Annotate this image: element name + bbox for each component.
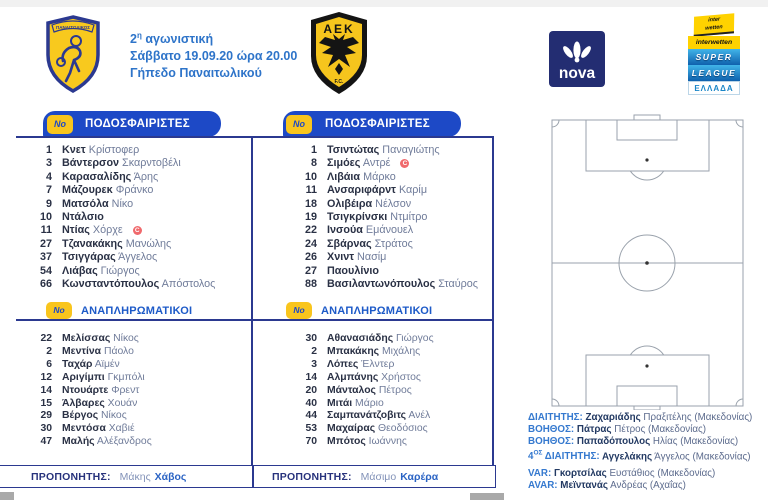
player-name: Καρασαλίδης Άρης xyxy=(62,170,159,183)
home-starters-list xyxy=(28,144,243,291)
interwetten-flag-icon: inter wetten xyxy=(688,12,740,36)
player-number: 15 xyxy=(40,397,52,409)
player-row xyxy=(28,410,243,423)
player-row xyxy=(28,385,243,398)
match-officials xyxy=(528,412,768,492)
official-row xyxy=(528,480,768,492)
official-last-name: Γκορτσίλας xyxy=(551,468,607,480)
player-name: Ταχάρ Αϊμέν xyxy=(62,358,120,370)
coach-label: ΠΡΟΠΟΝΗΤΗΣ: xyxy=(31,470,111,483)
match-datetime: Σάββατο 19.09.20 ώρα 20.00 xyxy=(130,49,298,64)
coach-last-name: Χάβος xyxy=(154,470,187,483)
player-name: Μιτάι Μάριο xyxy=(327,397,384,409)
player-row xyxy=(293,211,493,224)
player-number: 10 xyxy=(304,170,317,183)
player-number: 7 xyxy=(45,184,52,197)
official-role-label: ΔΙΑΙΤΗΤΗΣ: xyxy=(528,412,583,423)
player-number: 14 xyxy=(305,371,317,383)
away-coach-box xyxy=(253,465,496,488)
official-row xyxy=(528,424,768,436)
player-name: Αριγίμπι Γκμπόλι xyxy=(62,371,145,383)
player-number: 1 xyxy=(45,144,52,156)
player-name: Σαμπανάτζοβιτς Ανέλ xyxy=(327,410,431,422)
divider xyxy=(16,319,253,321)
bottom-right-ui-artifact xyxy=(470,493,504,500)
player-row xyxy=(293,251,493,264)
player-number: 9 xyxy=(45,197,52,210)
player-number: 18 xyxy=(304,197,317,210)
player-row xyxy=(293,224,493,237)
player-number: 29 xyxy=(40,410,52,422)
player-number: 19 xyxy=(304,211,317,224)
player-number: 22 xyxy=(304,224,317,237)
player-number: 2 xyxy=(311,345,317,357)
player-number: 11 xyxy=(40,224,52,237)
player-name: Ντίας Χόρχε C xyxy=(62,224,142,237)
player-name: Ινσούα Εμάνουελ xyxy=(327,224,414,237)
captain-badge: C xyxy=(133,226,142,235)
player-number: 70 xyxy=(305,436,317,448)
divider xyxy=(16,136,253,138)
player-name: Μαχαίρας Θεοδόσιος xyxy=(327,423,428,435)
player-row xyxy=(28,224,243,237)
player-number: 88 xyxy=(304,278,317,291)
player-row xyxy=(293,359,493,372)
pitch-diagram xyxy=(550,112,748,415)
player-name: Ανσαριφάρντ Καρίμ xyxy=(327,184,428,197)
superleague-league-text: LEAGUE xyxy=(688,65,740,81)
home-lineup-column xyxy=(0,0,253,500)
player-number: 37 xyxy=(39,251,52,264)
coach-first-name: Μάσιμο xyxy=(360,470,397,483)
player-row xyxy=(293,144,493,157)
player-number: 27 xyxy=(304,264,317,277)
official-last-name: Παπαδόπουλος xyxy=(574,436,651,447)
player-number: 54 xyxy=(39,264,52,277)
player-name: Κωνσταντόπουλος Απόστολος xyxy=(62,278,216,291)
official-association: (Μακεδονίας) xyxy=(645,424,707,435)
coach-last-name: Καρέρα xyxy=(400,470,439,483)
player-number: 40 xyxy=(305,397,317,409)
away-starters-no-badge: Νο xyxy=(286,115,312,134)
official-role-label: ΒΟΗΘΟΣ: xyxy=(528,424,575,435)
official-last-name: Πάτρας xyxy=(574,424,612,435)
player-number: 30 xyxy=(40,423,52,435)
player-name: Τζανακάκης Μανώλης xyxy=(62,237,172,250)
official-role-label: AVAR: xyxy=(528,480,558,492)
player-number: 53 xyxy=(305,423,317,435)
player-row xyxy=(28,211,243,224)
official-first-name: Ανδρέας xyxy=(607,480,648,492)
player-row xyxy=(28,157,243,170)
interwetten-superleague-logo xyxy=(688,12,740,95)
player-number: 3 xyxy=(311,358,317,370)
player-row xyxy=(293,346,493,359)
official-association: (Μακεδονίας) xyxy=(677,436,739,447)
player-name: Μελίσσας Νίκος xyxy=(62,333,139,344)
player-row xyxy=(28,346,243,359)
player-row xyxy=(293,410,493,423)
player-name: Μάνταλος Πέτρος xyxy=(327,384,412,396)
player-number: 44 xyxy=(305,410,317,422)
player-number: 6 xyxy=(46,358,52,370)
player-name: Ντουάρτε Φρεντ xyxy=(62,384,140,396)
panaitolikos-name-text: ΠΑΝΑΙΤΩΛΙΚΟΣ xyxy=(55,25,91,30)
captain-badge: C xyxy=(400,159,409,168)
official-association: (Μακεδονίας) xyxy=(654,468,716,480)
player-row xyxy=(293,278,493,291)
player-number: 4 xyxy=(45,170,52,183)
player-number: 27 xyxy=(39,237,52,250)
player-name: Μπότος Ιωάννης xyxy=(327,436,407,448)
player-row xyxy=(293,265,493,278)
player-row xyxy=(28,436,243,449)
official-first-name: Πραξιτέλης xyxy=(640,412,692,423)
aek-initials-text: ΑΕΚ xyxy=(323,22,355,36)
player-row xyxy=(28,265,243,278)
divider xyxy=(253,136,494,138)
player-row xyxy=(28,398,243,411)
player-name: Μεντίνα Πάολο xyxy=(62,345,134,357)
player-name: Κνετ Κρίστοφερ xyxy=(62,144,140,156)
player-name: Μάζουρεκ Φράνκο xyxy=(62,184,154,197)
official-first-name: Πέτρος xyxy=(611,424,646,435)
player-name: Λόπες Έλντερ xyxy=(327,358,395,370)
player-name: Ματσόλα Νίκο xyxy=(62,197,134,210)
player-name: Τσιγγάρας Άγγελος xyxy=(62,251,158,264)
away-subs-title: ΑΝΑΠΛΗΡΩΜΑΤΙΚΟΙ xyxy=(321,304,433,317)
player-number: 14 xyxy=(40,384,52,396)
player-name: Βασιλαντωνόπουλος Σταύρος xyxy=(327,278,478,291)
player-number: 3 xyxy=(45,157,52,170)
player-name: Άλβαρες Χουάν xyxy=(62,397,138,409)
player-number: 1 xyxy=(310,144,317,156)
superleague-super-text: SUPER xyxy=(688,49,740,65)
away-starters-header: ΠΟΔΟΣΦΑΙΡΙΣΤΕΣ xyxy=(283,111,461,137)
player-number: 2 xyxy=(46,345,52,357)
player-row xyxy=(28,184,243,197)
player-name: Αθανασιάδης Γιώργος xyxy=(327,333,434,344)
away-subs-list xyxy=(293,333,493,449)
player-row xyxy=(28,144,243,157)
home-subs-title: ΑΝΑΠΛΗΡΩΜΑΤΙΚΟΙ xyxy=(81,304,193,317)
player-name: Σιμόες Αντρέ C xyxy=(327,157,409,170)
official-association: (Μακεδονίας) xyxy=(691,412,753,423)
official-last-name: Ζαχαριάδης xyxy=(582,412,641,423)
player-name: Χνιντ Νασίμ xyxy=(327,251,387,264)
player-row xyxy=(28,372,243,385)
player-row xyxy=(28,238,243,251)
player-row xyxy=(293,372,493,385)
official-row xyxy=(528,448,768,463)
player-name: Μαλής Αλέξανδρος xyxy=(62,436,152,448)
player-row xyxy=(293,333,493,346)
player-row xyxy=(293,157,493,170)
away-subs-no-badge: Νο xyxy=(286,302,312,319)
player-name: Τσιγκρίνσκι Ντμίτρο xyxy=(327,211,428,224)
official-role-label: VAR: xyxy=(528,468,552,480)
divider xyxy=(253,319,494,321)
player-number: 66 xyxy=(39,278,52,291)
player-number: 24 xyxy=(304,237,317,250)
nova-wordmark: nova xyxy=(558,65,596,82)
official-last-name: Μεϊντανάς xyxy=(557,480,608,492)
player-name: Βάντερσον Σκαρντοβέλι xyxy=(62,157,181,170)
match-round: $2^\eta$ αγωνιστική xyxy=(130,31,214,47)
player-row xyxy=(28,359,243,372)
player-name: Μπακάκης Μιχάλης xyxy=(327,345,421,357)
player-row xyxy=(293,385,493,398)
official-first-name: Ηλίας xyxy=(650,436,678,447)
coach-label: ΠΡΟΠΟΝΗΤΗΣ: xyxy=(272,470,352,483)
coach-first-name: Μάκης xyxy=(119,470,151,483)
player-name: Ντάλσιο xyxy=(62,211,104,224)
official-role-label: $4^{O\Sigma}$ ΔΙΑΙΤΗΤΗΣ: xyxy=(528,450,600,463)
player-row xyxy=(28,278,243,291)
superleague-greece-text: ΕΛΛΑΔΑ xyxy=(688,81,740,95)
player-number: 8 xyxy=(310,157,317,170)
player-row xyxy=(28,333,243,346)
player-name: Παουλίνιο xyxy=(327,264,379,277)
official-association: (Μακεδονίας) xyxy=(689,451,751,463)
player-number: 26 xyxy=(304,251,317,264)
match-venue: Γήπεδο Παναιτωλικού xyxy=(130,66,262,81)
official-role-label: ΒΟΗΘΟΣ: xyxy=(528,436,575,447)
player-name: Βέργος Νίκος xyxy=(62,410,127,422)
player-number: 12 xyxy=(40,371,52,383)
player-row xyxy=(28,423,243,436)
player-name: Λιάβας Γιώργος xyxy=(62,264,140,277)
nova-logo xyxy=(549,31,605,87)
player-row xyxy=(293,423,493,436)
player-number: 10 xyxy=(39,211,52,224)
player-row xyxy=(293,238,493,251)
player-number: 11 xyxy=(305,184,317,197)
player-name: Μεντόσα Χαβιέ xyxy=(62,423,135,435)
player-row xyxy=(293,198,493,211)
official-row xyxy=(528,436,768,448)
official-last-name: Αγγελάκης xyxy=(599,451,653,463)
player-name: Σβάρνας Στράτος xyxy=(327,237,413,250)
player-number: 20 xyxy=(305,384,317,396)
home-starters-no-badge: Νο xyxy=(47,115,73,134)
player-row xyxy=(293,184,493,197)
home-subs-no-badge: Νο xyxy=(46,302,72,319)
player-row xyxy=(293,171,493,184)
away-subs-header xyxy=(286,302,432,319)
player-row xyxy=(28,171,243,184)
official-association: (Αχαΐας) xyxy=(647,480,686,492)
home-starters-header: ΠΟΔΟΣΦΑΙΡΙΣΤΕΣ xyxy=(43,111,221,137)
player-name: Αλμπάνης Χρήστος xyxy=(327,371,421,383)
player-number: 47 xyxy=(40,436,52,448)
player-row xyxy=(28,251,243,264)
interwetten-wordmark: interwetten xyxy=(688,36,740,49)
player-row xyxy=(293,436,493,449)
away-lineup-column xyxy=(253,0,500,500)
player-name: Ολιβέιρα Νέλσον xyxy=(327,197,412,210)
official-row xyxy=(528,468,768,480)
player-number: 22 xyxy=(40,333,52,344)
bottom-left-ui-artifact xyxy=(0,492,14,500)
player-name: Λιβάια Μάρκο xyxy=(327,170,396,183)
official-first-name: Ευστάθιος xyxy=(606,468,655,480)
away-starters-list xyxy=(293,144,493,291)
player-row xyxy=(293,398,493,411)
home-coach-box xyxy=(0,465,253,488)
official-row xyxy=(528,412,768,424)
player-number: 30 xyxy=(305,333,317,344)
aek-fc-text: F.C. xyxy=(334,79,344,85)
player-row xyxy=(28,198,243,211)
player-name: Τσιντώτας Παναγιώτης xyxy=(327,144,440,156)
home-subs-header xyxy=(46,302,192,319)
official-first-name: Άγγελος xyxy=(652,451,690,463)
home-subs-list xyxy=(28,333,243,449)
